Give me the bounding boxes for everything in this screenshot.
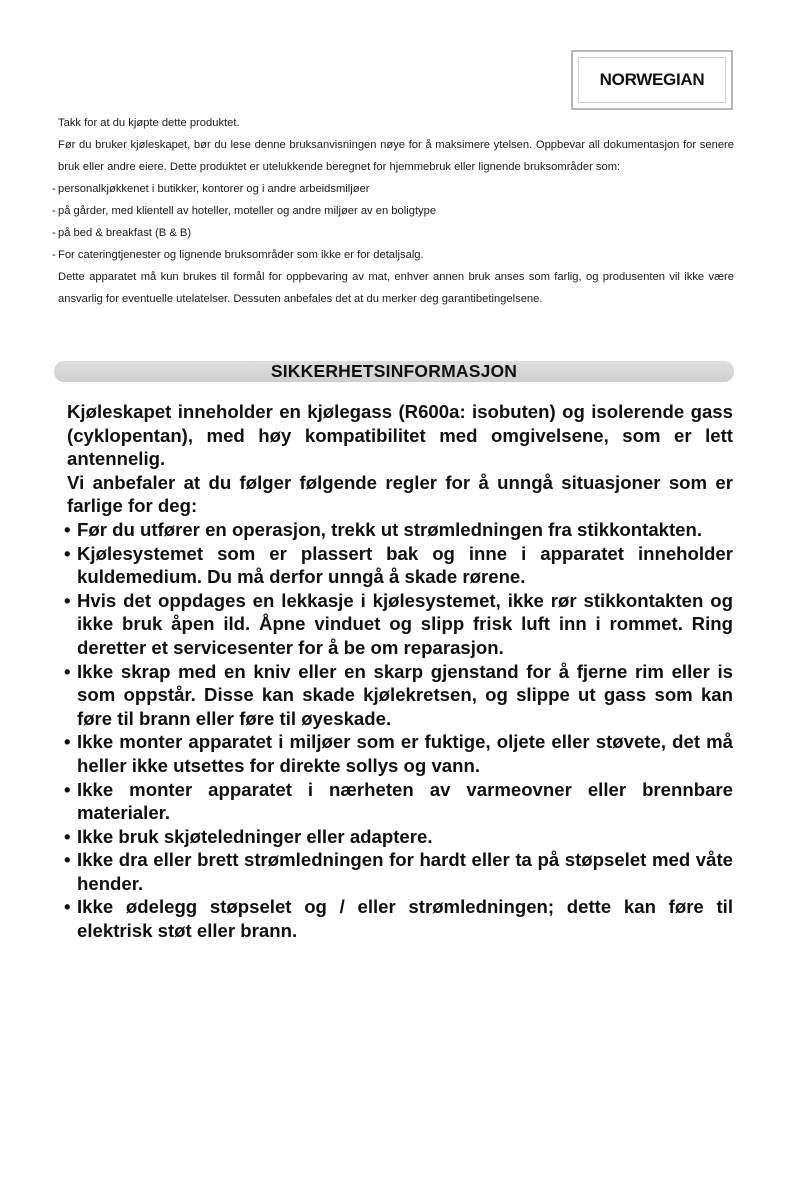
bullet-mark: • (64, 518, 71, 540)
intro-list-item-text: personalkjøkkenet i butikker, kontorer og i andre arbeidsmiljøer (58, 183, 370, 195)
safety-bullet (64, 518, 733, 542)
bullet-mark: • (64, 896, 71, 918)
safety-bullet-text: Hvis det oppdages en lekkasje i kjølesystemet, ikke rør stikkontakten og ikke bruk åpen ild. Åpne vinduet og slipp frisk luft inn i rommet. Ring deretter et servicesenter for å be om reparasjon. (77, 589, 733, 658)
safety-bullet (64, 825, 733, 849)
safety-section (64, 400, 733, 943)
intro-section (52, 112, 734, 310)
safety-intro-2: Vi anbefaler at du følger følgende regler for å unngå situasjoner som er farlige for deg: (67, 471, 733, 517)
safety-bullet (64, 589, 733, 660)
safety-bullet (64, 895, 733, 942)
safety-bullet (64, 542, 733, 589)
safety-bullet-text: Kjølesystemet som er plassert bak og inne i apparatet inneholder kuldemedium. Du må derfor unngå å skade rørene. (77, 542, 733, 588)
intro-closing: Dette apparatet må kun brukes til formål for oppbevaring av mat, enhver annen bruk anses som farlig, og produsenten vil ikke være ansvarlig for eventuelle utelatelser. Dessuten anbefales det at du merker deg garantibetingelsene. (58, 271, 734, 305)
intro-list-item-text: på gårder, med klientell av hoteller, moteller og andre miljøer av en boligtype (58, 205, 437, 217)
intro-list-item (52, 244, 734, 266)
safety-bullet-text: Før du utfører en operasjon, trekk ut strømledningen fra stikkontakten. (77, 518, 703, 540)
bullet-mark: • (64, 542, 71, 564)
safety-intro-1: Kjøleskapet inneholder en kjølegass (R600a: isobuten) og isolerende gass (cyklopentan), med høy kompatibilitet med omgivelsene, som er lett antennelig. (67, 401, 733, 470)
bullet-mark: • (64, 849, 71, 871)
intro-list-item-text: på bed & breakfast (B & B) (58, 227, 192, 239)
safety-bullet (64, 778, 733, 825)
section-heading: SIKKERHETSINFORMASJON (270, 361, 518, 381)
section-heading-bar (54, 361, 734, 382)
intro-list-item (52, 200, 734, 222)
safety-bullet-text: Ikke monter apparatet i nærheten av varmeovner eller brennbare materialer. (77, 778, 733, 824)
safety-bullet-text: Ikke bruk skjøteledninger eller adaptere. (77, 825, 433, 847)
dash-mark: - (52, 249, 56, 261)
intro-list-item-text: For cateringtjenester og lignende bruksområder som ikke er for detaljsalg. (58, 249, 424, 261)
safety-bullet-text: Ikke monter apparatet i miljøer som er fuktige, oljete eller støvete, det må heller ikke utsettes for direkte sollys og vann. (77, 731, 733, 776)
language-label-box (571, 50, 733, 110)
safety-bullet (64, 848, 733, 895)
safety-bullet-text: Ikke ødelegg støpselet og / eller strømledningen; dette kan føre til elektrisk støt eller brann. (77, 896, 733, 942)
dash-mark: - (52, 205, 56, 217)
safety-bullet (64, 730, 733, 777)
intro-thanks: Takk for at du kjøpte dette produktet. (58, 117, 240, 129)
dash-mark: - (52, 183, 56, 195)
bullet-mark: • (64, 778, 71, 800)
safety-bullet-text: Ikke skrap med en kniv eller en skarp gjenstand for å fjerne rim eller is som oppstår. Disse kan skade kjølekretsen, og slippe ut gass som kan føre til brann eller føre til øyeskade. (77, 660, 733, 729)
safety-bullet-text: Ikke dra eller brett strømledningen for hardt eller ta på støpselet med våte hender. (77, 849, 733, 894)
bullet-mark: • (64, 589, 71, 611)
bullet-mark: • (64, 825, 71, 847)
bullet-mark: • (64, 660, 71, 682)
safety-bullet (64, 660, 733, 731)
intro-list-item (52, 222, 734, 244)
bullet-mark: • (64, 731, 71, 753)
language-label: NORWEGIAN (578, 57, 726, 103)
intro-list-item (52, 178, 734, 200)
dash-mark: - (52, 227, 56, 239)
intro-paragraph: Før du bruker kjøleskapet, bør du lese denne bruksanvisningen nøye for å maksimere ytelsen. Oppbevar all dokumentasjon for senere bruk eller andre eiere. Dette produktet er utelukkende beregnet for hjemmebruk eller lignende bruksområder som: (58, 139, 734, 173)
